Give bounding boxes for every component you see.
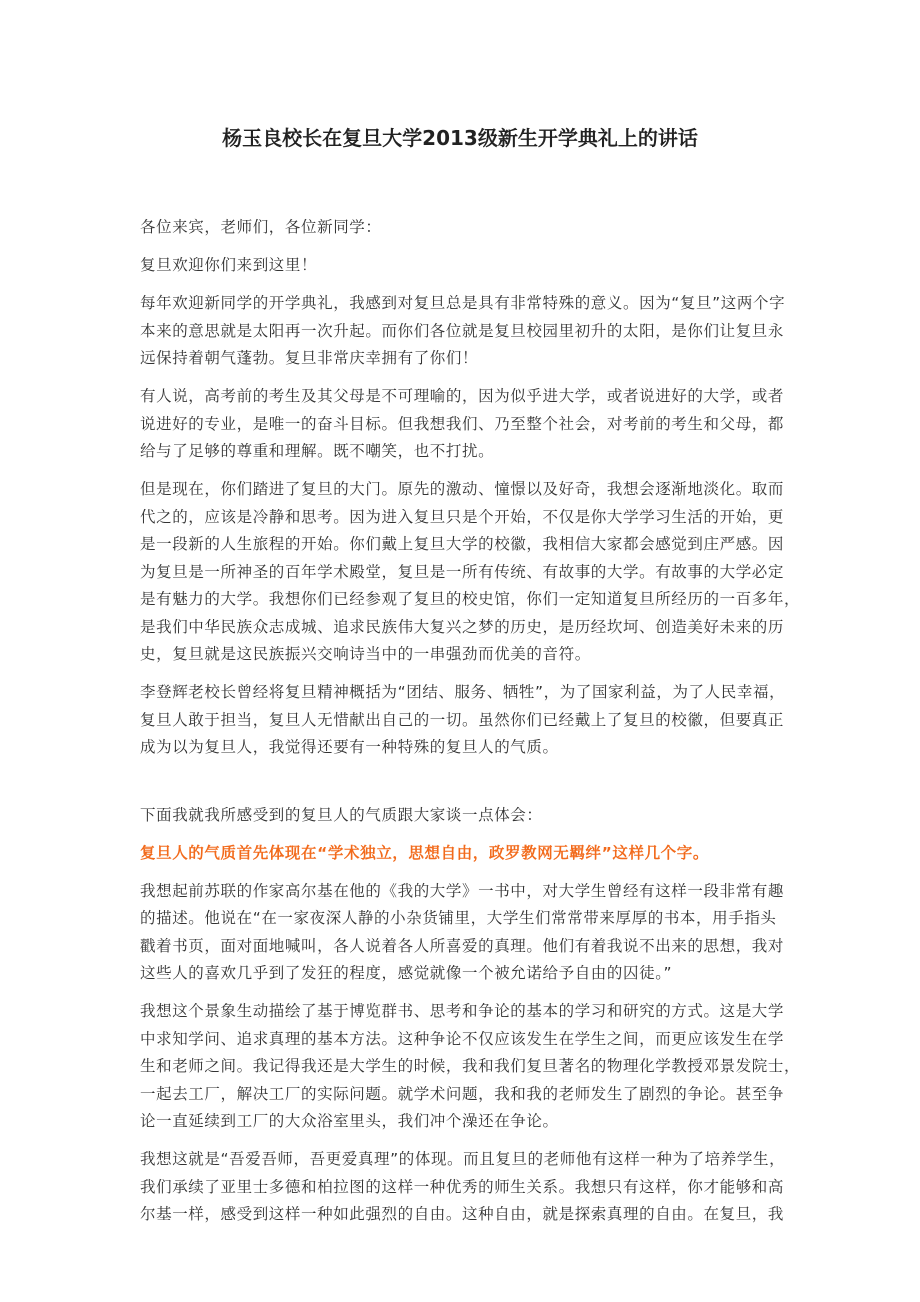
text-line: 这些人的喜欢几乎到了发狂的程度，感觉就像一个被允诺给予自由的囚徒。” <box>140 964 673 982</box>
text-line: 复旦人敢于担当，复旦人无惜献出自己的一切。虽然你们已经戴上了复旦的校徽，但要真正 <box>140 710 785 729</box>
paragraph <box>140 998 800 1136</box>
text-line: 我想起前苏联的作家高尔基在他的《我的大学》一书中，对大学生曾经有这样一段非常有趣 <box>140 881 785 900</box>
text-line: 的描述。他说在“在一家夜深人静的小杂货铺里，大学生们常常带来厚厚的书本，用手指头 <box>140 909 777 927</box>
text-line: 我想这个景象生动描绘了基于博览群书、思考和争论的基本的学习和研究的方式。这是大学 <box>140 1002 785 1020</box>
text-line: 是一段新的人生旅程的开始。你们戴上复旦大学的校徽，我相信大家都会感觉到庄严感。因 <box>140 535 785 553</box>
document-title: 杨玉良校长在复旦大学2013级新生开学典礼上的讲话 <box>222 126 698 150</box>
text-line: 代之的，应该是冷静和思考。因为进入复旦只是个开始，不仅是你大学学习生活的开始，更 <box>140 507 785 526</box>
text-line: 给与了足够的尊重和理解。既不嘲笑，也不打扰。 <box>140 442 495 460</box>
text-line: 一起去工厂，解决工厂的实际问题。就学术问题，我和我的老师发生了剧烈的争论。甚至争 <box>140 1084 785 1103</box>
document-body <box>140 214 800 1239</box>
paragraph <box>140 214 800 242</box>
text-line: 远保持着朝气蓬勃。复旦非常庆幸拥有了你们！ <box>140 349 479 367</box>
paragraph <box>140 679 800 762</box>
paragraph <box>140 802 800 830</box>
text-line: 史，复旦就是这民族振兴交响诗当中的一串强劲而优美的音符。 <box>140 645 591 663</box>
text-line: 为复旦是一所神圣的百年学术殿堂，复旦是一所有传统、有故事的大学。有故事的大学必定 <box>140 562 785 581</box>
text-line: 复旦人的气质首先体现在“学术独立，思想自由，政罗教网无羁绊”这样几个字。 <box>140 843 709 862</box>
paragraph <box>140 1146 800 1229</box>
text-line: 说进好的专业，是唯一的奋斗目标。但我想我们、乃至整个社会，对考前的考生和父母，都 <box>140 414 785 433</box>
text-line: 每年欢迎新同学的开学典礼，我感到对复旦总是具有非常特殊的意义。因为“复旦”这两个字 <box>140 294 786 312</box>
text-line: 论一直延续到工厂的大众浴室里头，我们冲个澡还在争论。 <box>140 1112 559 1130</box>
text-line: 生和老师之间。我记得我还是大学生的时候，我和我们复旦著名的物理化学教授邓景发院士， <box>140 1057 801 1075</box>
text-line: 李登辉老校长曾经将复旦精神概括为“团结、服务、牺牲”，为了国家利益，为了人民幸福， <box>140 683 786 701</box>
text-line: 中求知学问、追求真理的基本方法。这种争论不仅应该发生在学生之间，而更应该发生在学 <box>140 1029 785 1048</box>
text-line: 我想这就是“吾爱吾师，吾更爱真理”的体现。而且复旦的老师他有这样一种为了培养学生， <box>140 1150 786 1168</box>
text-line: 下面我就我所感受到的复旦人的气质跟大家谈一点体会： <box>140 805 543 824</box>
text-line: 有人说，高考前的考生及其父母是不可理喻的，因为似乎进大学，或者说进好的大学，或者 <box>140 387 785 405</box>
paragraph <box>140 878 800 988</box>
text-line: 我们承续了亚里士多德和柏拉图的这样一种优秀的师生关系。我想只有这样，你才能够和高 <box>140 1177 785 1196</box>
paragraph <box>140 476 800 669</box>
text-line: 各位来宾，老师们，各位新同学： <box>140 218 382 236</box>
paragraph <box>140 290 800 373</box>
text-line: 成为以为复旦人，我觉得还要有一种特殊的复旦人的气质。 <box>140 738 559 756</box>
text-line: 本来的意思就是太阳再一次升起。而你们各位就是复旦校园里初升的太阳，是你们让复旦永 <box>140 321 785 340</box>
text-line: 戳着书页，面对面地喊叫，各人说着各人所喜爱的真理。他们有着我说不出来的思想，我对 <box>140 936 785 955</box>
text-line: 是有魅力的大学。我想你们已经参观了复旦的校史馆，你们一定知道复旦所经历的一百多年， <box>140 590 801 608</box>
text-line: 复旦欢迎你们来到这里！ <box>140 256 318 274</box>
highlighted-paragraph <box>140 840 800 868</box>
text-line: 尔基一样，感受到这样一种如此强烈的自由。这种自由，就是探索真理的自由。在复旦，我 <box>140 1205 785 1223</box>
paragraph <box>140 252 800 280</box>
text-line: 是我们中华民族众志成城、追求民族伟大复兴之梦的历史，是历经坎坷、创造美好未来的历 <box>140 617 785 636</box>
text-line: 但是现在，你们踏进了复旦的大门。原先的激动、憧憬以及好奇，我想会逐渐地淡化。取而 <box>140 480 785 498</box>
paragraph <box>140 383 800 466</box>
